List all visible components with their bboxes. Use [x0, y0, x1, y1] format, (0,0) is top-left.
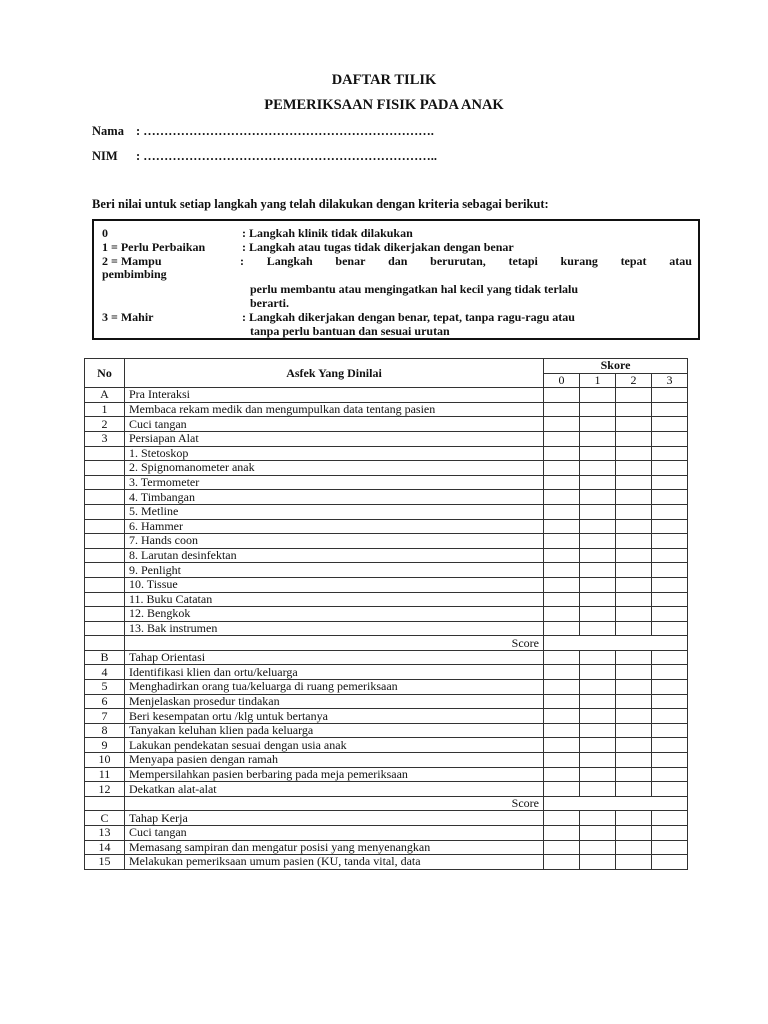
score-cell-1[interactable] — [580, 723, 616, 738]
score-cell-2[interactable] — [616, 826, 652, 841]
score-cell-2[interactable] — [616, 855, 652, 870]
nama-value: : ……………………………………………………………. — [136, 124, 434, 138]
score-cell-0[interactable] — [544, 548, 580, 563]
section-id: B — [85, 650, 125, 665]
score-cell-3[interactable] — [652, 534, 688, 549]
item-text: Identifikasi klien dan ortu/keluarga — [125, 665, 544, 680]
table-row — [85, 402, 688, 417]
item-number — [85, 548, 125, 563]
table-row — [85, 782, 688, 797]
item-text: 10. Tissue — [125, 577, 544, 592]
score-cell-0 — [544, 650, 580, 665]
table-row — [85, 767, 688, 782]
score-cell-1[interactable] — [580, 694, 616, 709]
criteria-2-word: dan — [388, 254, 408, 268]
score-cell-2[interactable] — [616, 592, 652, 607]
criteria-1-key: 1 = Perlu Perbaikan — [102, 240, 206, 254]
score-cell-1[interactable] — [580, 504, 616, 519]
score-cell-0[interactable] — [544, 504, 580, 519]
table-row — [85, 680, 688, 695]
score-cell-3 — [652, 388, 688, 403]
item-number: 7 — [85, 709, 125, 724]
item-number — [85, 461, 125, 476]
item-text: Membaca rekam medik dan mengumpulkan data tentang pasien — [125, 402, 544, 417]
score-cell-1[interactable] — [580, 621, 616, 636]
table-row — [85, 709, 688, 724]
score-cell-1 — [580, 388, 616, 403]
score-cell-0[interactable] — [544, 475, 580, 490]
score-cell-1[interactable] — [580, 577, 616, 592]
score-row-label: Score — [125, 636, 544, 651]
score-cell-2[interactable] — [616, 475, 652, 490]
item-number: 3 — [85, 431, 125, 446]
score-row-label: Score — [125, 796, 544, 811]
score-cell-2[interactable] — [616, 504, 652, 519]
score-cell-3[interactable] — [652, 446, 688, 461]
score-cell-2 — [616, 388, 652, 403]
item-number: 15 — [85, 855, 125, 870]
item-text: 9. Penlight — [125, 563, 544, 578]
table-row — [85, 577, 688, 592]
table-row — [85, 607, 688, 622]
score-cell-0[interactable] — [544, 826, 580, 841]
score-cell-3[interactable] — [652, 665, 688, 680]
score-cell-2[interactable] — [616, 709, 652, 724]
item-text: Menghadirkan orang tua/keluarga di ruang pemeriksaan — [125, 680, 544, 695]
score-cell-0[interactable] — [544, 694, 580, 709]
score-cell-3[interactable] — [652, 738, 688, 753]
nim-value: : …………………………………………………………….. — [136, 149, 438, 163]
document-title: DAFTAR TILIK — [331, 72, 437, 88]
score-cell-1 — [580, 811, 616, 826]
score-cell-3[interactable] — [652, 563, 688, 578]
score-cell-0[interactable] — [544, 592, 580, 607]
score-cell-0[interactable] — [544, 709, 580, 724]
section-title: Pra Interaksi — [125, 388, 544, 403]
score-cell-3[interactable] — [652, 592, 688, 607]
score-cell-0[interactable] — [544, 621, 580, 636]
score-cell-1[interactable] — [580, 475, 616, 490]
item-number: 2 — [85, 417, 125, 432]
score-cell-2[interactable] — [616, 753, 652, 768]
item-number — [85, 577, 125, 592]
section-title: Tahap Kerja — [125, 811, 544, 826]
score-cell-3[interactable] — [652, 475, 688, 490]
nama-label: Nama — [92, 124, 124, 138]
score-cell-3[interactable] — [652, 855, 688, 870]
score-cell-3[interactable] — [652, 402, 688, 417]
score-cell-3[interactable] — [652, 490, 688, 505]
score-cell-0[interactable] — [544, 753, 580, 768]
item-number — [85, 607, 125, 622]
score-cell-0[interactable] — [544, 490, 580, 505]
score-cell-0[interactable] — [544, 446, 580, 461]
item-number — [85, 446, 125, 461]
item-number: 4 — [85, 665, 125, 680]
section-row — [85, 650, 688, 665]
score-cell-0[interactable] — [544, 461, 580, 476]
item-text: Menjelaskan prosedur tindakan — [125, 694, 544, 709]
score-cell-3[interactable] — [652, 840, 688, 855]
score-cell-2[interactable] — [616, 534, 652, 549]
header-no: No — [85, 359, 125, 388]
table-row — [85, 855, 688, 870]
item-number: 11 — [85, 767, 125, 782]
nim-field — [92, 149, 437, 164]
score-cell-3[interactable] — [652, 680, 688, 695]
score-cell-0[interactable] — [544, 782, 580, 797]
score-row — [85, 636, 688, 651]
item-text: 11. Buku Catatan — [125, 592, 544, 607]
score-cell-2[interactable] — [616, 782, 652, 797]
table-row — [85, 621, 688, 636]
table-row — [85, 563, 688, 578]
table-row — [85, 723, 688, 738]
item-text: Lakukan pendekatan sesuai dengan usia anak — [125, 738, 544, 753]
document-subtitle: PEMERIKSAAN FISIK PADA ANAK — [264, 97, 504, 113]
score-cell-1[interactable] — [580, 446, 616, 461]
score-cell-1[interactable] — [580, 855, 616, 870]
score-cell-1[interactable] — [580, 680, 616, 695]
score-cell-2[interactable] — [616, 607, 652, 622]
criteria-0-value: : Langkah klinik tidak dilakukan — [242, 226, 413, 240]
item-number — [85, 621, 125, 636]
item-number: 5 — [85, 680, 125, 695]
score-row-empty — [85, 636, 125, 651]
header-score-3: 3 — [652, 373, 688, 388]
item-number: 14 — [85, 840, 125, 855]
score-cell-2[interactable] — [616, 548, 652, 563]
score-cell-2 — [616, 811, 652, 826]
item-number: 12 — [85, 782, 125, 797]
criteria-0-key: 0 — [102, 226, 108, 240]
score-cell-0[interactable] — [544, 534, 580, 549]
header-aspek: Asfek Yang Dinilai — [125, 359, 544, 388]
score-total-cell[interactable] — [544, 796, 688, 811]
criteria-2-word: berurutan, — [430, 254, 486, 268]
item-text: Cuci tangan — [125, 826, 544, 841]
score-cell-3[interactable] — [652, 709, 688, 724]
score-cell-2[interactable] — [616, 723, 652, 738]
criteria-2-value — [240, 254, 692, 268]
table-row — [85, 461, 688, 476]
score-cell-0[interactable] — [544, 577, 580, 592]
score-cell-2[interactable] — [616, 402, 652, 417]
score-cell-0 — [544, 388, 580, 403]
item-number — [85, 490, 125, 505]
score-cell-1[interactable] — [580, 402, 616, 417]
score-cell-0[interactable] — [544, 680, 580, 695]
item-number: 8 — [85, 723, 125, 738]
score-cell-2[interactable] — [616, 431, 652, 446]
table-row — [85, 826, 688, 841]
criteria-3-value-line2: tanpa perlu bantuan dan sesuai urutan — [250, 324, 450, 338]
score-cell-3[interactable] — [652, 694, 688, 709]
item-number: 13 — [85, 826, 125, 841]
section-row — [85, 811, 688, 826]
item-number: 6 — [85, 694, 125, 709]
score-cell-0[interactable] — [544, 723, 580, 738]
table-row — [85, 665, 688, 680]
criteria-2-value-line2: perlu membantu atau mengingatkan hal kecil yang tidak terlalu — [250, 282, 579, 296]
score-cell-3[interactable] — [652, 826, 688, 841]
score-cell-2[interactable] — [616, 840, 652, 855]
score-cell-1[interactable] — [580, 490, 616, 505]
table-row — [85, 446, 688, 461]
table-row — [85, 592, 688, 607]
score-cell-3 — [652, 811, 688, 826]
table-row — [85, 753, 688, 768]
table-row — [85, 431, 688, 446]
score-cell-1[interactable] — [580, 826, 616, 841]
score-cell-2[interactable] — [616, 694, 652, 709]
score-cell-1[interactable] — [580, 607, 616, 622]
item-text: 2. Spignomanometer anak — [125, 461, 544, 476]
score-cell-2[interactable] — [616, 680, 652, 695]
item-text: Melakukan pemeriksaan umum pasien (KU, tanda vital, data — [125, 855, 544, 870]
item-text: Tanyakan keluhan klien pada keluarga — [125, 723, 544, 738]
item-text: 8. Larutan desinfektan — [125, 548, 544, 563]
item-text: Mempersilahkan pasien berbaring pada meja pemeriksaan — [125, 767, 544, 782]
criteria-2-word: tepat — [620, 254, 647, 268]
table-row — [85, 475, 688, 490]
score-cell-0[interactable] — [544, 767, 580, 782]
item-number: 1 — [85, 402, 125, 417]
score-cell-3[interactable] — [652, 621, 688, 636]
item-number: 9 — [85, 738, 125, 753]
section-title: Tahap Orientasi — [125, 650, 544, 665]
item-number — [85, 563, 125, 578]
score-row-empty — [85, 796, 125, 811]
score-cell-1[interactable] — [580, 738, 616, 753]
score-cell-2[interactable] — [616, 417, 652, 432]
item-text: Persiapan Alat — [125, 431, 544, 446]
table-row — [85, 694, 688, 709]
item-number — [85, 534, 125, 549]
score-cell-3[interactable] — [652, 548, 688, 563]
score-cell-3[interactable] — [652, 782, 688, 797]
score-cell-2[interactable] — [616, 738, 652, 753]
item-number: 10 — [85, 753, 125, 768]
score-cell-3[interactable] — [652, 461, 688, 476]
score-cell-3[interactable] — [652, 723, 688, 738]
table-row — [85, 490, 688, 505]
criteria-2-value-line3: berarti. — [250, 296, 289, 310]
score-cell-1[interactable] — [580, 519, 616, 534]
score-cell-1[interactable] — [580, 782, 616, 797]
criteria-2-word: tetapi — [508, 254, 538, 268]
score-cell-2[interactable] — [616, 767, 652, 782]
criteria-1-value: : Langkah atau tugas tidak dikerjakan dengan benar — [242, 240, 514, 254]
score-cell-1 — [580, 650, 616, 665]
criteria-2-word: : — [240, 254, 244, 268]
item-number — [85, 504, 125, 519]
score-cell-1[interactable] — [580, 534, 616, 549]
item-number — [85, 592, 125, 607]
score-row — [85, 796, 688, 811]
score-cell-3[interactable] — [652, 417, 688, 432]
score-cell-0[interactable] — [544, 431, 580, 446]
score-cell-3[interactable] — [652, 753, 688, 768]
item-text: Menyapa pasien dengan ramah — [125, 753, 544, 768]
score-cell-0[interactable] — [544, 607, 580, 622]
table-row — [85, 840, 688, 855]
item-text: Dekatkan alat-alat — [125, 782, 544, 797]
checklist-table — [84, 358, 688, 870]
header-score-2: 2 — [616, 373, 652, 388]
criteria-2-word: atau — [669, 254, 692, 268]
score-cell-3[interactable] — [652, 431, 688, 446]
score-cell-0[interactable] — [544, 417, 580, 432]
score-cell-0[interactable] — [544, 855, 580, 870]
item-text: 1. Stetoskop — [125, 446, 544, 461]
score-cell-0[interactable] — [544, 840, 580, 855]
criteria-2-key-cont: pembimbing — [102, 267, 167, 281]
score-cell-1[interactable] — [580, 431, 616, 446]
item-text: 13. Bak instrumen — [125, 621, 544, 636]
item-text: 7. Hands coon — [125, 534, 544, 549]
item-text: 3. Termometer — [125, 475, 544, 490]
item-text: Cuci tangan — [125, 417, 544, 432]
score-cell-0[interactable] — [544, 402, 580, 417]
score-cell-3[interactable] — [652, 607, 688, 622]
score-cell-1[interactable] — [580, 767, 616, 782]
score-cell-2[interactable] — [616, 665, 652, 680]
criteria-2-word: kurang — [560, 254, 598, 268]
table-row — [85, 548, 688, 563]
table-row — [85, 417, 688, 432]
section-id: A — [85, 388, 125, 403]
item-text: Memasang sampiran dan mengatur posisi yang menyenangkan — [125, 840, 544, 855]
item-number — [85, 475, 125, 490]
score-cell-1[interactable] — [580, 840, 616, 855]
score-cell-2[interactable] — [616, 461, 652, 476]
score-cell-3[interactable] — [652, 504, 688, 519]
checklist-body — [85, 388, 688, 870]
score-cell-2[interactable] — [616, 563, 652, 578]
score-cell-2[interactable] — [616, 621, 652, 636]
criteria-2-word: Langkah — [266, 254, 313, 268]
nama-field — [92, 124, 434, 139]
score-cell-1[interactable] — [580, 709, 616, 724]
score-total-cell[interactable] — [544, 636, 688, 651]
score-cell-2[interactable] — [616, 519, 652, 534]
nim-label: NIM — [92, 149, 118, 163]
score-cell-0[interactable] — [544, 665, 580, 680]
table-row — [85, 738, 688, 753]
score-cell-3[interactable] — [652, 577, 688, 592]
score-cell-1[interactable] — [580, 753, 616, 768]
item-text: 4. Timbangan — [125, 490, 544, 505]
score-cell-1[interactable] — [580, 665, 616, 680]
score-cell-2[interactable] — [616, 490, 652, 505]
score-cell-3[interactable] — [652, 767, 688, 782]
section-row — [85, 388, 688, 403]
score-cell-2[interactable] — [616, 577, 652, 592]
score-cell-3 — [652, 650, 688, 665]
score-cell-0 — [544, 811, 580, 826]
score-cell-1[interactable] — [580, 548, 616, 563]
score-cell-0[interactable] — [544, 738, 580, 753]
instruction-text: Beri nilai untuk setiap langkah yang telah dilakukan dengan kriteria sebagai berikut: — [92, 197, 549, 211]
score-cell-2[interactable] — [616, 446, 652, 461]
item-text: 12. Bengkok — [125, 607, 544, 622]
table-row — [85, 504, 688, 519]
item-number — [85, 519, 125, 534]
score-cell-1[interactable] — [580, 563, 616, 578]
criteria-3-value: : Langkah dikerjakan dengan benar, tepat, tanpa ragu-ragu atau — [242, 310, 575, 324]
score-cell-1[interactable] — [580, 592, 616, 607]
header-score-0: 0 — [544, 373, 580, 388]
table-row — [85, 534, 688, 549]
header-skore: Skore — [544, 359, 688, 374]
criteria-2-word: benar — [335, 254, 366, 268]
criteria-3-key: 3 = Mahir — [102, 310, 154, 324]
criteria-box — [92, 219, 700, 340]
score-cell-0[interactable] — [544, 519, 580, 534]
criteria-2-key: 2 = Mampu — [102, 254, 162, 268]
score-cell-1[interactable] — [580, 461, 616, 476]
table-row — [85, 519, 688, 534]
score-cell-0[interactable] — [544, 563, 580, 578]
score-cell-1[interactable] — [580, 417, 616, 432]
item-text: Beri kesempatan ortu /klg untuk bertanya — [125, 709, 544, 724]
item-text: 5. Metline — [125, 504, 544, 519]
item-text: 6. Hammer — [125, 519, 544, 534]
score-cell-2 — [616, 650, 652, 665]
header-score-1: 1 — [580, 373, 616, 388]
section-id: C — [85, 811, 125, 826]
score-cell-3[interactable] — [652, 519, 688, 534]
